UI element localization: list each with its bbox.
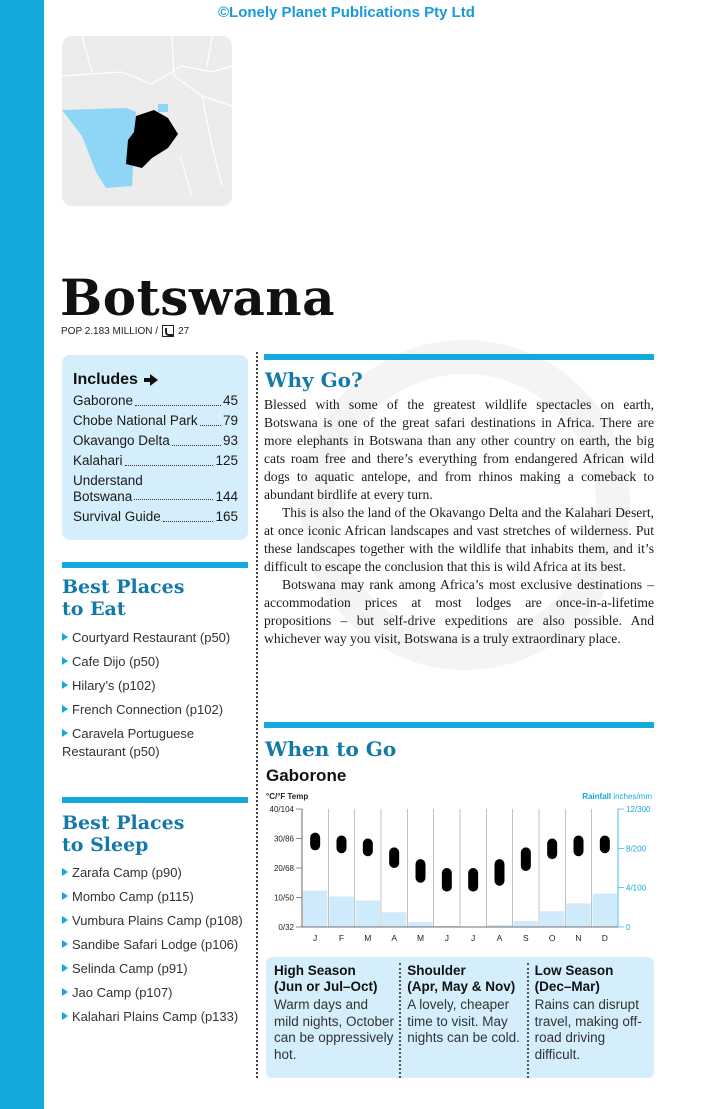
list-item[interactable]: Mombo Camp (p115) [62,888,248,906]
rainfall-bar [593,894,617,927]
caprivi-strip-shape [158,104,168,112]
temp-tick-label: 40/104 [269,805,294,814]
rainfall-bar [356,900,380,927]
eat-heading: Best Places to Eat [62,576,185,620]
season-high [272,963,399,1078]
paragraph: Botswana may rank among Africa’s most exclusive destinations – accommodation prices at most lodges are once-in-a-lifetime propositions – but self-drive expeditions are also possible. And whichever way you visit, Botswana is a truly extraordinary place. [264,577,654,646]
rainfall-bar [540,911,564,927]
temp-range-bar [547,839,557,860]
bullet-arrow-icon [62,729,68,737]
month-label: A [496,933,503,943]
include-item[interactable]: Survival Guide 165 [73,509,238,524]
list-item[interactable]: Jao Camp (p107) [62,984,248,1002]
copyright-notice: ©Lonely Planet Publications Pty Ltd [218,4,475,21]
locator-map [62,36,232,206]
bullet-arrow-icon [62,916,68,924]
sleep-list [62,864,248,1032]
season-period: (Apr, May & Nov) [407,979,516,994]
month-label: A [391,933,398,943]
section-rule [264,722,654,728]
bullet-arrow-icon [62,892,68,900]
includes-box [62,355,248,540]
include-item[interactable]: Gaborone 45 [73,393,238,408]
bullet-arrow-icon [62,657,68,665]
month-label: J [313,933,318,943]
month-label: M [416,933,425,943]
bullet-arrow-icon [62,964,68,972]
dial-code: 27 [178,325,190,337]
rainfall-bar [514,921,538,927]
list-item[interactable]: Sandibe Safari Lodge (p106) [62,936,248,954]
rainfall-bar [566,903,590,927]
section-rule [62,797,248,803]
why-go-text [264,396,654,648]
season-period: (Jun or Jul–Oct) [274,979,378,994]
month-label: J [444,933,449,943]
temp-range-bar [600,836,610,854]
list-item[interactable]: Caravela Portuguese Restaurant (p50) [62,726,195,759]
temp-range-bar [442,868,452,892]
rainfall-bar [408,922,432,927]
month-label: O [548,933,556,943]
month-label: J [471,933,476,943]
bullet-arrow-icon [62,633,68,641]
rain-tick-label: 8/200 [626,844,647,854]
season-low [527,963,654,1078]
list-item[interactable]: Hilary’s (p102) [62,677,248,695]
month-label: M [364,933,372,943]
month-label: N [575,933,582,943]
arrow-right-icon [150,374,158,386]
temp-range-bar [468,868,478,892]
population-label: POP 2.183 MILLION / [61,325,159,337]
paragraph: Blessed with some of the greatest wildlife spectacles on earth, Botswana is one of the great safari destinations in Africa. There are more elephants in Botswana than any other country on earth, the big cats roam free and there’s everything from endangered African wild dogs to aquatic antelope, and from rhinos making a comeback to abundant birdlife at every turn. [264,397,654,502]
temp-range-bar [521,847,531,871]
season-description: A lovely, cheaper time to visit. May nights can be cold. [407,997,520,1045]
temp-range-bar [389,847,399,868]
rainfall-bar [382,912,406,927]
season-shoulder [399,963,526,1078]
page-title: Botswana [60,268,336,327]
paragraph: This is also the land of the Okavango Delta and the Kalahari Desert, at once iconic African landscapes and vast stretches of wilderness. Put these landscapes together with the wildlife that inhabits them, and it’s difficult to escape the conclusion that this is wild Africa at its best. [264,505,654,574]
column-divider [256,352,258,1078]
season-name: Low Season [534,963,614,978]
includes-heading: Includes [73,371,238,389]
population-line [61,325,189,337]
include-item[interactable]: Kalahari 125 [73,453,238,468]
why-go-heading: Why Go? [265,368,363,392]
rainfall-bar [329,897,353,927]
rain-tick-label: 12/300 [626,805,651,814]
season-description: Warm days and mild nights, October can be oppressively hot. [274,997,395,1062]
sleep-heading: Best Places to Sleep [62,812,185,856]
temp-tick-label: 30/86 [273,834,294,844]
when-to-go-heading: When to Go [265,737,397,761]
temp-range-bar [495,859,505,886]
rain-tick-label: 4/100 [626,883,647,893]
temp-range-bar [363,839,373,857]
eat-list [62,629,248,767]
temp-range-bar [337,836,347,854]
bullet-arrow-icon [62,940,68,948]
temp-range-bar [416,859,426,883]
right-axis-label: Rainfall inches/mm [582,792,652,801]
temp-tick-label: 10/50 [273,893,294,903]
temp-tick-label: 20/68 [273,864,294,873]
season-name: Shoulder [407,963,466,978]
temp-range-bar [574,836,584,857]
phone-icon [162,325,174,337]
include-item[interactable]: Chobe National Park 79 [73,413,238,428]
include-item[interactable]: Understand Botswana 144 [73,473,238,504]
temp-tick-label: 0/32 [278,923,294,932]
season-name: High Season [274,963,356,978]
temp-range-bar [310,833,320,851]
include-item[interactable]: Okavango Delta 93 [73,433,238,448]
list-item[interactable]: Selinda Camp (p91) [62,960,248,978]
list-item[interactable]: Kalahari Plains Camp (p133) [62,1008,248,1026]
list-item[interactable]: Courtyard Restaurant (p50) [62,629,248,647]
bullet-arrow-icon [62,868,68,876]
list-item[interactable]: Cafe Dijo (p50) [62,653,248,671]
bullet-arrow-icon [62,705,68,713]
season-period: (Dec–Mar) [534,979,600,994]
left-axis-label: °C/°F Temp [266,792,309,801]
list-item[interactable]: Zarafa Camp (p90) [62,864,248,882]
rainfall-bar [303,891,327,927]
section-rule [264,354,654,360]
month-label: D [601,933,608,943]
side-color-bar [0,0,44,1109]
month-label: F [338,933,345,943]
season-description: Rains can disrupt travel, making off-road driving difficult. [534,997,642,1062]
list-item[interactable]: Vumbura Plains Camp (p108) [62,912,248,930]
bullet-arrow-icon [62,988,68,996]
bullet-arrow-icon [62,1012,68,1020]
climate-chart [262,787,657,947]
bullet-arrow-icon [62,681,68,689]
month-label: S [522,933,529,943]
rain-tick-label: 0 [626,923,631,932]
city-name: Gaborone [266,766,347,785]
seasons-box [266,957,654,1078]
section-rule [62,562,248,568]
list-item[interactable]: French Connection (p102) [62,701,248,719]
